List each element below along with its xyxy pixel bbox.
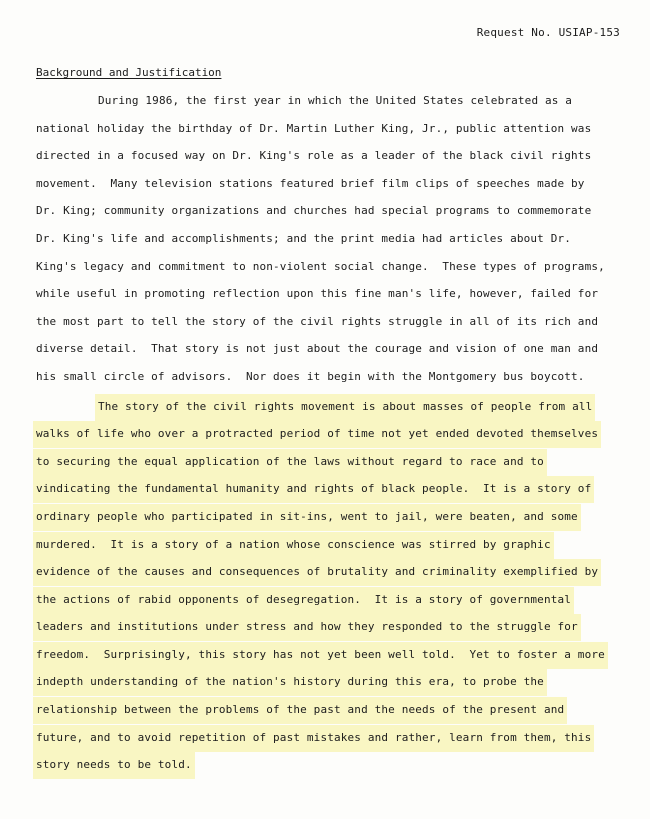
section-heading: Background and Justification xyxy=(36,66,222,79)
paragraph-2-line xyxy=(36,756,626,784)
paragraph-2-line xyxy=(36,480,626,508)
paragraph-2-line xyxy=(36,563,626,591)
paragraph-1-line: the most part to tell the story of the civil rights struggle in all of its rich and xyxy=(36,314,599,328)
highlighted-text: to securing the equal application of the laws without regard to race and to xyxy=(33,453,547,472)
paragraph-2-line xyxy=(36,536,626,564)
paragraph-2-line xyxy=(36,398,626,426)
paragraph-1-line: During 1986, the first year in which the United States celebrated as a xyxy=(98,94,573,107)
request-number: Request No. USIAP-153 xyxy=(476,26,620,39)
highlighted-text: leaders and institutions under stress and how they responded to the struggle for xyxy=(33,618,581,637)
highlighted-text: murdered. It is a story of a nation whose conscience was stirred by graphic xyxy=(33,536,554,555)
paragraph-1-line: Dr. King's life and accomplishments; and the print media had articles about Dr. xyxy=(36,231,572,245)
highlighted-text: the actions of rabid opponents of desegregation. It is a story of governmental xyxy=(33,591,574,610)
paragraph-1-line: diverse detail. That story is not just about the courage and vision of one man and xyxy=(36,342,599,356)
paragraph-2-line xyxy=(36,591,626,619)
highlighted-text: freedom. Surprisingly, this story has not yet been well told. Yet to foster a more xyxy=(33,646,608,665)
highlighted-text: ordinary people who participated in sit-ins, went to jail, were beaten, and some xyxy=(33,508,581,527)
paragraph-2-line xyxy=(36,729,626,757)
paragraph-1-line: Dr. King; community organizations and churches had special programs to commemorate xyxy=(36,204,592,218)
document-body xyxy=(36,94,626,784)
highlighted-text: The story of the civil rights movement is about masses of people from all xyxy=(95,398,595,417)
paragraph-2-line xyxy=(36,508,626,536)
paragraph-1-line: while useful in promoting reflection upon this fine man's life, however, failed for xyxy=(36,287,599,301)
paragraph-2-line xyxy=(36,673,626,701)
paragraph-2-line xyxy=(36,701,626,729)
paragraph-1-line: movement. Many television stations featured brief film clips of speeches made by xyxy=(36,176,585,190)
paragraph-1-line: King's legacy and commitment to non-violent social change. These types of programs, xyxy=(36,259,605,273)
highlighted-text: evidence of the causes and consequences of brutality and criminality exemplified by xyxy=(33,563,601,582)
paragraph-1-line: his small circle of advisors. Nor does it begin with the Montgomery bus boycott. xyxy=(36,369,585,383)
highlighted-text: vindicating the fundamental humanity and rights of black people. It is a story of xyxy=(33,480,594,499)
highlighted-text: walks of life who over a protracted period of time not yet ended devoted themselves xyxy=(33,425,601,444)
highlighted-text: story needs to be told. xyxy=(33,756,195,775)
paragraph-2-line xyxy=(36,425,626,453)
highlighted-text: indepth understanding of the nation's history during this era, to probe the xyxy=(33,673,547,692)
highlighted-text: relationship between the problems of the past and the needs of the present and xyxy=(33,701,567,720)
paragraph-1-line: directed in a focused way on Dr. King's role as a leader of the black civil rights xyxy=(36,149,592,163)
paragraph-1-line: national holiday the birthday of Dr. Martin Luther King, Jr., public attention was xyxy=(36,121,592,135)
paragraph-2-line xyxy=(36,646,626,674)
paragraph-2-line xyxy=(36,618,626,646)
paragraph-2-line xyxy=(36,453,626,481)
highlighted-text: future, and to avoid repetition of past mistakes and rather, learn from them, this xyxy=(33,729,594,748)
